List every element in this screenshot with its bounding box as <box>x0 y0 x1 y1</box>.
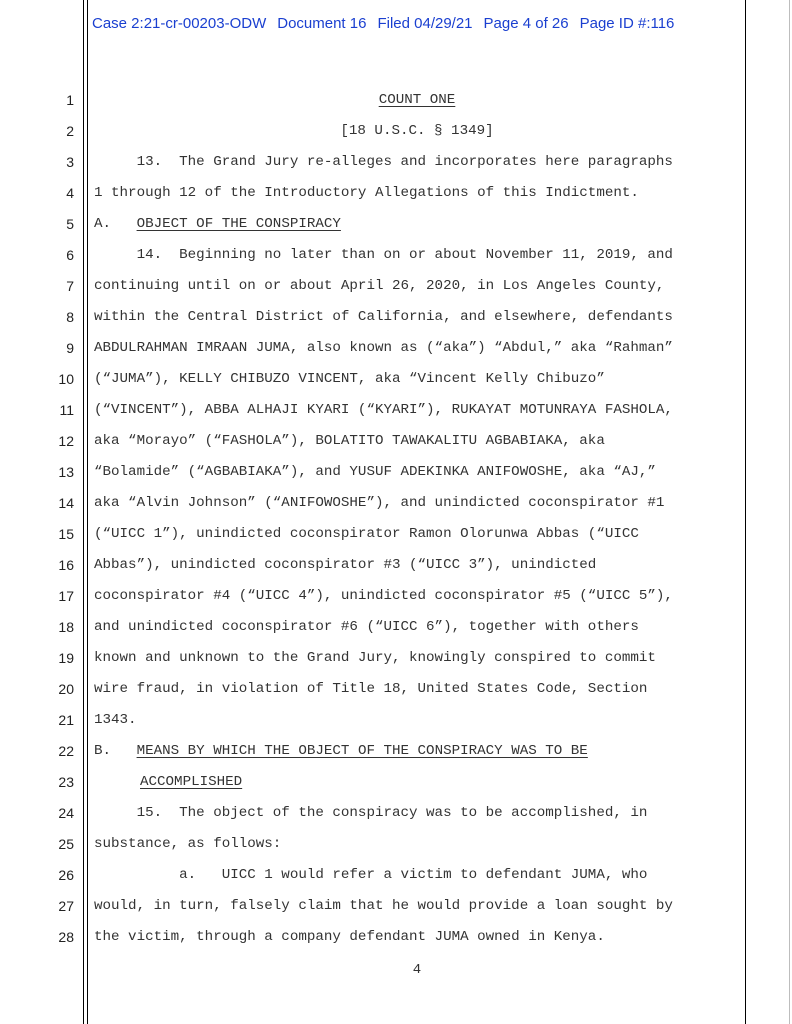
page-edge <box>789 0 790 1024</box>
paragraph-14-line: “Bolamide” (“AGBABIAKA”), and YUSUF ADEKINKA ANIFOWOSHE, aka “AJ,” <box>94 464 656 480</box>
line-number: 12 <box>58 433 74 449</box>
line-number: 20 <box>58 681 74 697</box>
line-number: 2 <box>66 123 74 139</box>
line-number: 10 <box>58 371 74 387</box>
line-number: 17 <box>58 588 74 604</box>
case-number: Case 2:21-cr-00203-ODW <box>92 15 267 32</box>
left-margin-rule <box>83 0 84 1024</box>
left-margin-rule-inner <box>87 0 88 1024</box>
line-number: 6 <box>66 247 74 263</box>
paragraph-14-line: (“JUMA”), KELLY CHIBUZO VINCENT, aka “Vincent Kelly Chibuzo” <box>94 371 605 387</box>
paragraph-15-line: 15. The object of the conspiracy was to be accomplished, in <box>94 805 648 821</box>
line-number: 16 <box>58 557 74 573</box>
paragraph-14-line: continuing until on or about April 26, 2020, in Los Angeles County, <box>94 278 665 294</box>
right-margin-rule <box>745 0 746 1024</box>
line-number: 25 <box>58 836 74 852</box>
section-a-heading: A. OBJECT OF THE CONSPIRACY <box>94 216 341 232</box>
line-number: 14 <box>58 495 74 511</box>
line-number: 7 <box>66 278 74 294</box>
paragraph-14-line: ABDULRAHMAN IMRAAN JUMA, also known as (“aka”) “Abdul,” aka “Rahman” <box>94 340 673 356</box>
section-a-title: OBJECT OF THE CONSPIRACY <box>136 216 341 232</box>
page-of-total: Page 4 of 26 <box>483 15 569 32</box>
paragraph-14-line: wire fraud, in violation of Title 18, United States Code, Section <box>94 681 648 697</box>
line-number: 22 <box>58 743 74 759</box>
paragraph-14-line: 1343. <box>94 712 137 728</box>
statute-citation: [18 U.S.C. § 1349] <box>340 123 494 139</box>
line-number: 3 <box>66 154 74 170</box>
paragraph-14-line: (“UICC 1”), unindicted coconspirator Ramon Olorunwa Abbas (“UICC <box>94 526 639 542</box>
line-number: 5 <box>66 216 74 232</box>
paragraph-13-line: 13. The Grand Jury re-alleges and incorporates here paragraphs <box>94 154 673 170</box>
line-number: 28 <box>58 929 74 945</box>
line-number: 19 <box>58 650 74 666</box>
line-number: 23 <box>58 774 74 790</box>
paragraph-14-line: within the Central District of California, and elsewhere, defendants <box>94 309 673 325</box>
paragraph-14-line: Abbas”), unindicted coconspirator #3 (“UICC 3”), unindicted <box>94 557 597 573</box>
line-number: 13 <box>58 464 74 480</box>
subparagraph-a-line: a. UICC 1 would refer a victim to defendant JUMA, who <box>94 867 648 883</box>
page-id: Page ID #:116 <box>579 15 675 32</box>
paragraph-14-line: aka “Morayo” (“FASHOLA”), BOLATITO TAWAKALITU AGBABIAKA, aka <box>94 433 605 449</box>
line-number: 24 <box>58 805 74 821</box>
section-b-title: MEANS BY WHICH THE OBJECT OF THE CONSPIRACY WAS TO BE <box>136 743 588 759</box>
line-number: 8 <box>66 309 74 325</box>
line-number: 21 <box>58 712 74 728</box>
line-number: 18 <box>58 619 74 635</box>
paragraph-14-line: aka “Alvin Johnson” (“ANIFOWOSHE”), and unindicted coconspirator #1 <box>94 495 665 511</box>
paragraph-14-line: (“VINCENT”), ABBA ALHAJI KYARI (“KYARI”), RUKAYAT MOTUNRAYA FASHOLA, <box>94 402 673 418</box>
paragraph-14-line: 14. Beginning no later than on or about November 11, 2019, and <box>94 247 673 263</box>
section-b-heading: B. MEANS BY WHICH THE OBJECT OF THE CONSPIRACY WAS TO BE <box>94 743 588 759</box>
paragraph-14-line: coconspirator #4 (“UICC 4”), unindicted coconspirator #5 (“UICC 5”), <box>94 588 673 604</box>
section-b-heading-cont: ACCOMPLISHED <box>140 774 243 790</box>
filed-date: Filed 04/29/21 <box>377 15 473 32</box>
line-number: 11 <box>59 402 74 418</box>
line-number: 9 <box>66 340 74 356</box>
paragraph-15-line: substance, as follows: <box>94 836 282 852</box>
paragraph-13-line: 1 through 12 of the Introductory Allegations of this Indictment. <box>94 185 639 201</box>
line-number: 27 <box>58 898 74 914</box>
line-number: 1 <box>66 92 74 108</box>
line-number: 15 <box>58 526 74 542</box>
document-number: Document 16 <box>277 15 367 32</box>
count-title: COUNT ONE <box>378 92 456 108</box>
line-number: 4 <box>66 185 74 201</box>
paragraph-14-line: and unindicted coconspirator #6 (“UICC 6”), together with others <box>94 619 639 635</box>
paragraph-14-line: known and unknown to the Grand Jury, knowingly conspired to commit <box>94 650 656 666</box>
subparagraph-a-line: the victim, through a company defendant JUMA owned in Kenya. <box>94 929 605 945</box>
subparagraph-a-line: would, in turn, falsely claim that he would provide a loan sought by <box>94 898 673 914</box>
filing-header-stamp <box>92 14 752 34</box>
page-number: 4 <box>412 962 422 978</box>
line-number: 26 <box>58 867 74 883</box>
